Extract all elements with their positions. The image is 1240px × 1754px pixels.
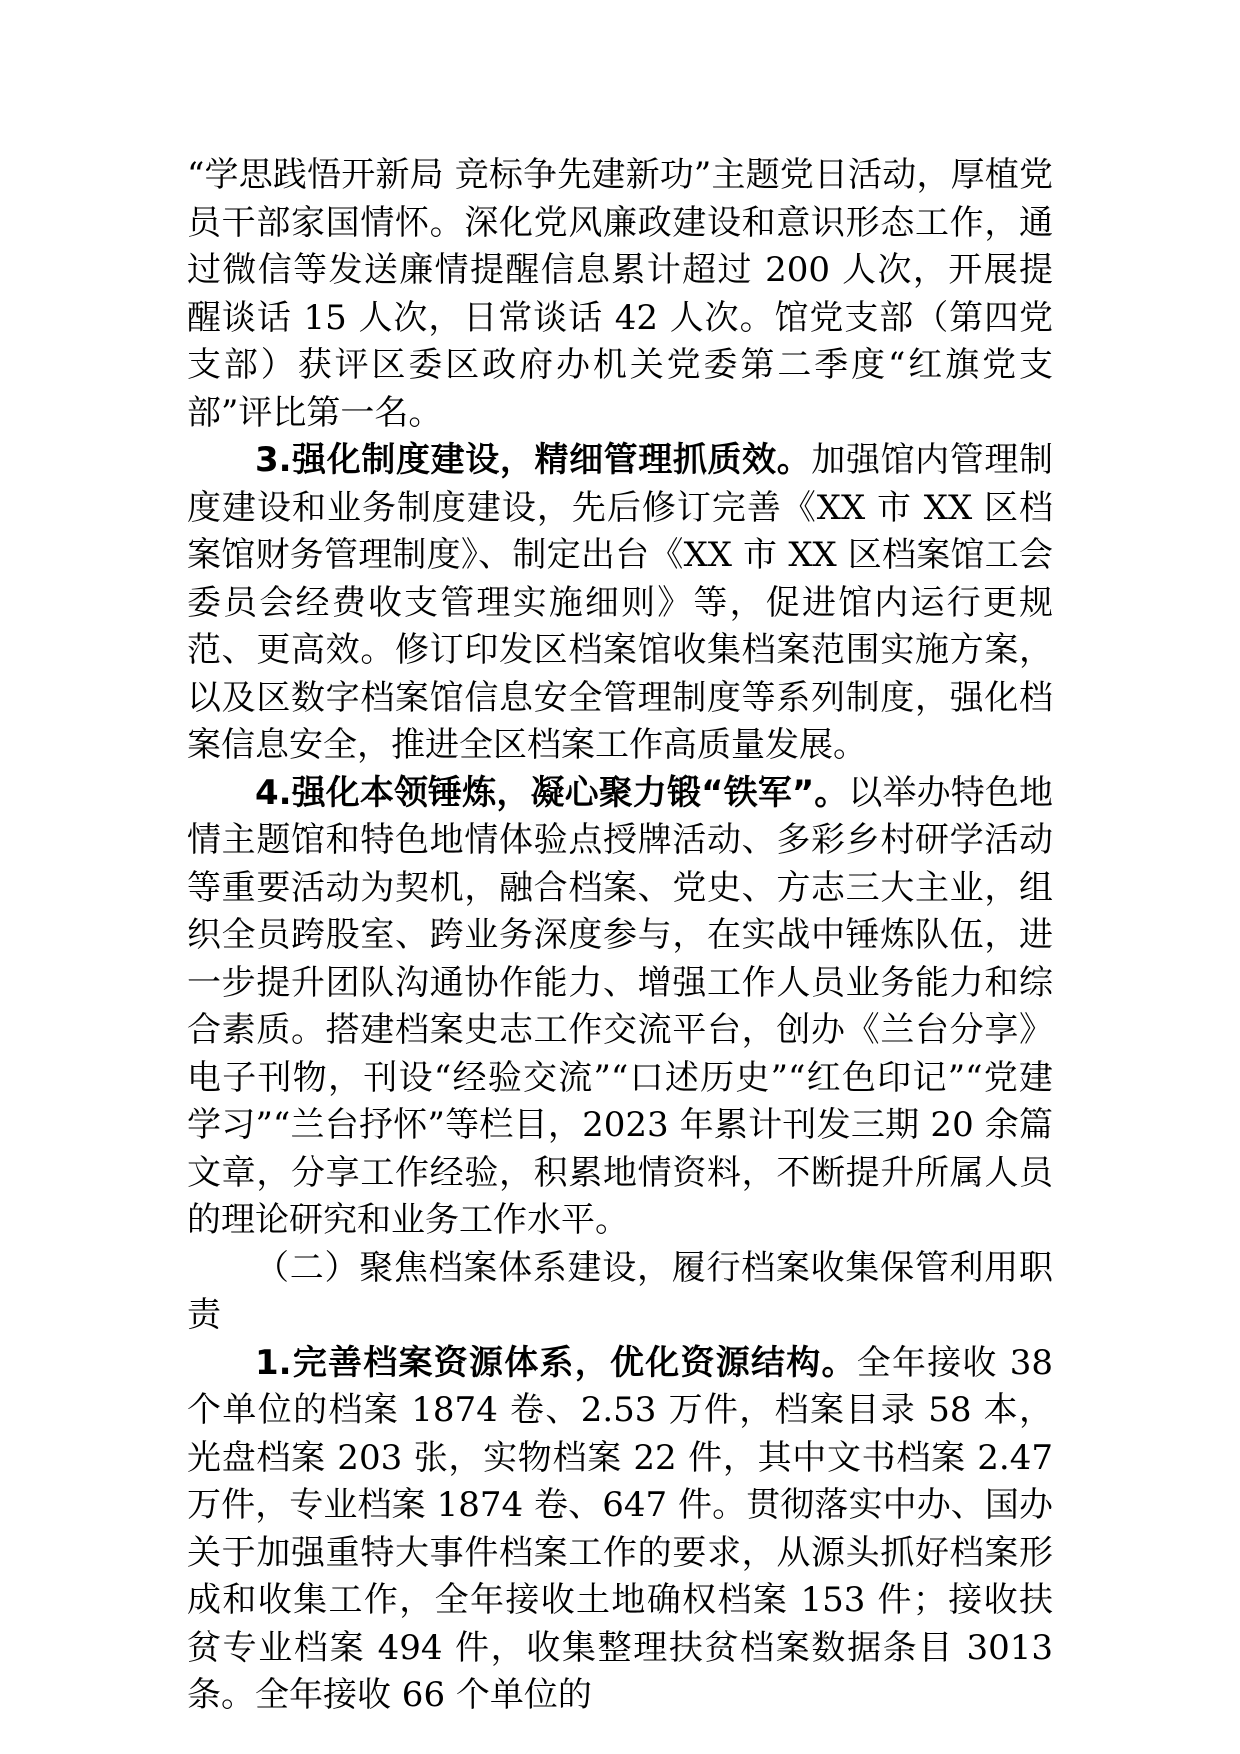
section-heading-text: （二）聚焦档案体系建设，履行档案收集保管利用职责 <box>187 1247 1053 1335</box>
paragraph-institution-building <box>187 437 1053 770</box>
section-heading-archive-system <box>187 1245 1053 1340</box>
document-page <box>187 152 1053 1720</box>
paragraph-text: “学思践悟开新局 竞标争先建新功”主题党日活动，厚植党员干部家国情怀。深化党风廉政建设和意识形态工作，通过微信等发送廉情提醒信息累计超过 200 人次，开展提醒谈话 15 人次，日常谈话 42 人次。馆党支部（第四党支部）获评区委区政府办机关党委第二季度“红旗党支部”评比第一名。 <box>187 155 1053 433</box>
paragraph-heading: 4.强化本领锤炼，凝心聚力锻“铁军”。 <box>255 772 849 813</box>
paragraph-heading: 3.强化制度建设，精细管理抓质效。 <box>255 440 812 480</box>
paragraph-archive-resources <box>187 1340 1053 1720</box>
paragraph-text: 加强馆内管理制度建设和业务制度建设，先后修订完善《XX 市 XX 区档案馆财务管理制度》、制定出台《XX 市 XX 区档案馆工会委员会经费收支管理实施细则》等，促进馆内运行更规范、更高效。修订印发区档案馆收集档案范围实施方案，以及区数字档案馆信息安全管理制度等系列制度，强化档案信息安全，推进全区档案工作高质量发展。 <box>187 440 1054 765</box>
paragraph-continuation <box>187 152 1053 437</box>
paragraph-text: 以举办特色地情主题馆和特色地情体验点授牌活动、多彩乡村研学活动等重要活动为契机，融合档案、党史、方志三大主业，组织全员跨股室、跨业务深度参与，在实战中锤炼队伍，进一步提升团队沟通协作能力、增强工作人员业务能力和综合素质。搭建档案史志工作交流平台，创办《兰台分享》电子刊物，刊设“经验交流”“口述历史”“红色印记”“党建学习”“兰台抒怀”等栏目，2023 年累计刊发三期 20 余篇文章，分享工作经验，积累地情资料，不断提升所属人员的理论研究和业务工作水平。 <box>187 772 1054 1240</box>
paragraph-skills-training <box>187 770 1053 1245</box>
paragraph-text: 全年接收 38 个单位的档案 1874 卷、2.53 万件，档案目录 58 本，光盘档案 203 张，实物档案 22 件，其中文书档案 2.47 万件，专业档案 1874 卷、647 件。贯彻落实中办、国办关于加强重特大事件档案工作的要求，从源头抓好档案形成和收集工作，全年接收土地确权档案 153 件；接收扶贫专业档案 494 件，收集整理扶贫档案数据条目 3013 条。全年接收 66 个单位的 <box>187 1342 1053 1715</box>
paragraph-heading: 1.完善档案资源体系，优化资源结构。 <box>255 1342 857 1383</box>
